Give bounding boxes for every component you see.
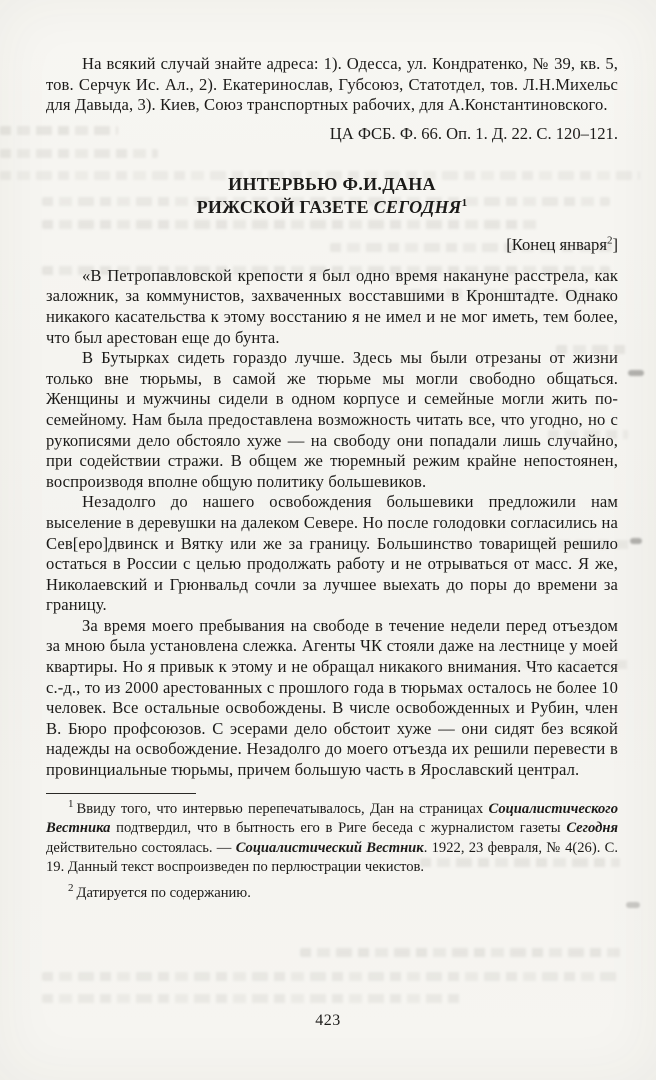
title-line1: ИНТЕРВЬЮ Ф.И.ДАНА xyxy=(228,173,436,194)
journal-name-italic: Социалистический Вестник xyxy=(235,839,424,856)
page-content xyxy=(46,54,618,904)
dateline xyxy=(46,234,618,255)
newspaper-name-italic: СЕГОДНЯ xyxy=(373,196,462,217)
footnote-1-text: подтвердил, что в бытность его в Риге беседа с журналистом газеты xyxy=(110,820,567,837)
footnote-1-text: . 1922, 23 февраля, № 4(26). С. 19. Данный текст воспроизведен по перлюстрации чекистов. xyxy=(46,839,619,876)
footnote-1 xyxy=(46,797,619,878)
footnote-2-ref: 2 xyxy=(68,882,74,895)
footnote-1-text: Ввиду того, что интервью перепечатывалось, Дан на страницах xyxy=(76,800,489,817)
newspaper-name-italic: Сегодня xyxy=(566,820,618,837)
title-line2 xyxy=(46,196,618,219)
page-number: 423 xyxy=(315,1012,341,1029)
body-paragraph: За время моего пребывания на свободе в течение недели перед отъездом за мною была установлена слежка. Агенты ЧК стояли даже на лестнице у моей квартиры. Но я привык к этому и не обращал никакого внимания. Что касается с.-д., то из 2000 арестованных с прошлого года в тюрьмах осталось не более 10 человек. Все остальные освобождены. В числе освобожденных и Рубин, член В. Бюро профсоюзов. С эсерами дело обстоит хуже — они сидят без всякой надежды на освобождение. Незадолго до моего отъезда их решили перевести в провинциальные тюрьмы, причем большую часть в Ярославский централ. xyxy=(46,615,618,780)
dateline-close-bracket: ] xyxy=(612,234,618,254)
body-paragraph: В Бутырках сидеть гораздо лучше. Здесь мы были отрезаны от жизни только вне тюрьмы, в самой же тюрьме мы могли свободно общаться. Женщины и мужчины сидели в одном корпусе и семейные могли жить по-семейному. Нам была предоставлена возможность читать все, что угодно, но с рукописями дело обстояло хуже — на свободу они попадали лишь случайно, при содействии стражи. В общем же тюремный режим крайне непостоянен, воспроизводя вполне общую политику большевиков. xyxy=(46,348,618,491)
body-paragraph: «В Петропавловской крепости я был одно время накануне расстрела, как заложник, за коммунистов, захваченных восставшими в Кронштадте. Однако никакого касательства к этому восстанию я не имел и не мог иметь, тем более, что был арестован еще до бунта. xyxy=(46,265,618,347)
title-line2-text: РИЖСКОЙ ГАЗЕТЕ xyxy=(196,196,374,217)
archive-citation: ЦА ФСБ. Ф. 66. Оп. 1. Д. 22. С. 120–121. xyxy=(329,123,618,143)
dateline-footnote-ref: 2 xyxy=(606,234,613,247)
footnote-2-text: Датируется по содержанию. xyxy=(76,885,251,901)
footnote-separator xyxy=(46,793,196,794)
document-body xyxy=(46,266,618,781)
title-footnote-ref: 1 xyxy=(461,196,468,209)
journal-name-italic: Социалистического Вестника xyxy=(46,800,618,837)
dateline-text: [Конец января xyxy=(506,234,607,254)
document-title xyxy=(46,173,618,219)
body-paragraph: Незадолго до нашего освобождения большевики предложили нам выселение в деревушки на далеком Севере. Но после голодовки согласились на Сев[еро]двинск и Вятку или же за границу. Большинство товарищей решило остаться в России с целью продолжать работу и не отрываться от масс. Я же, Николаевский и Грюнвальд сочли за лучшее выехать до поры до времени за границу. xyxy=(46,492,618,615)
footnote-2 xyxy=(46,884,618,904)
address-paragraph: На всякий случай знайте адреса: 1). Одесса, ул. Кондратенко, № 39, кв. 5, тов. Серчук Ис. Ал., 2). Екатеринослав, Губсоюз, Статотдел, тов. Л.Н.Михельс для Давыда, 3). Киев, Союз транспортных рабочих, для А.Константиновского. xyxy=(46,54,618,115)
footnote-1-ref: 1 xyxy=(68,797,74,810)
footnote-1-text: действительно состоялась. — xyxy=(46,839,236,856)
